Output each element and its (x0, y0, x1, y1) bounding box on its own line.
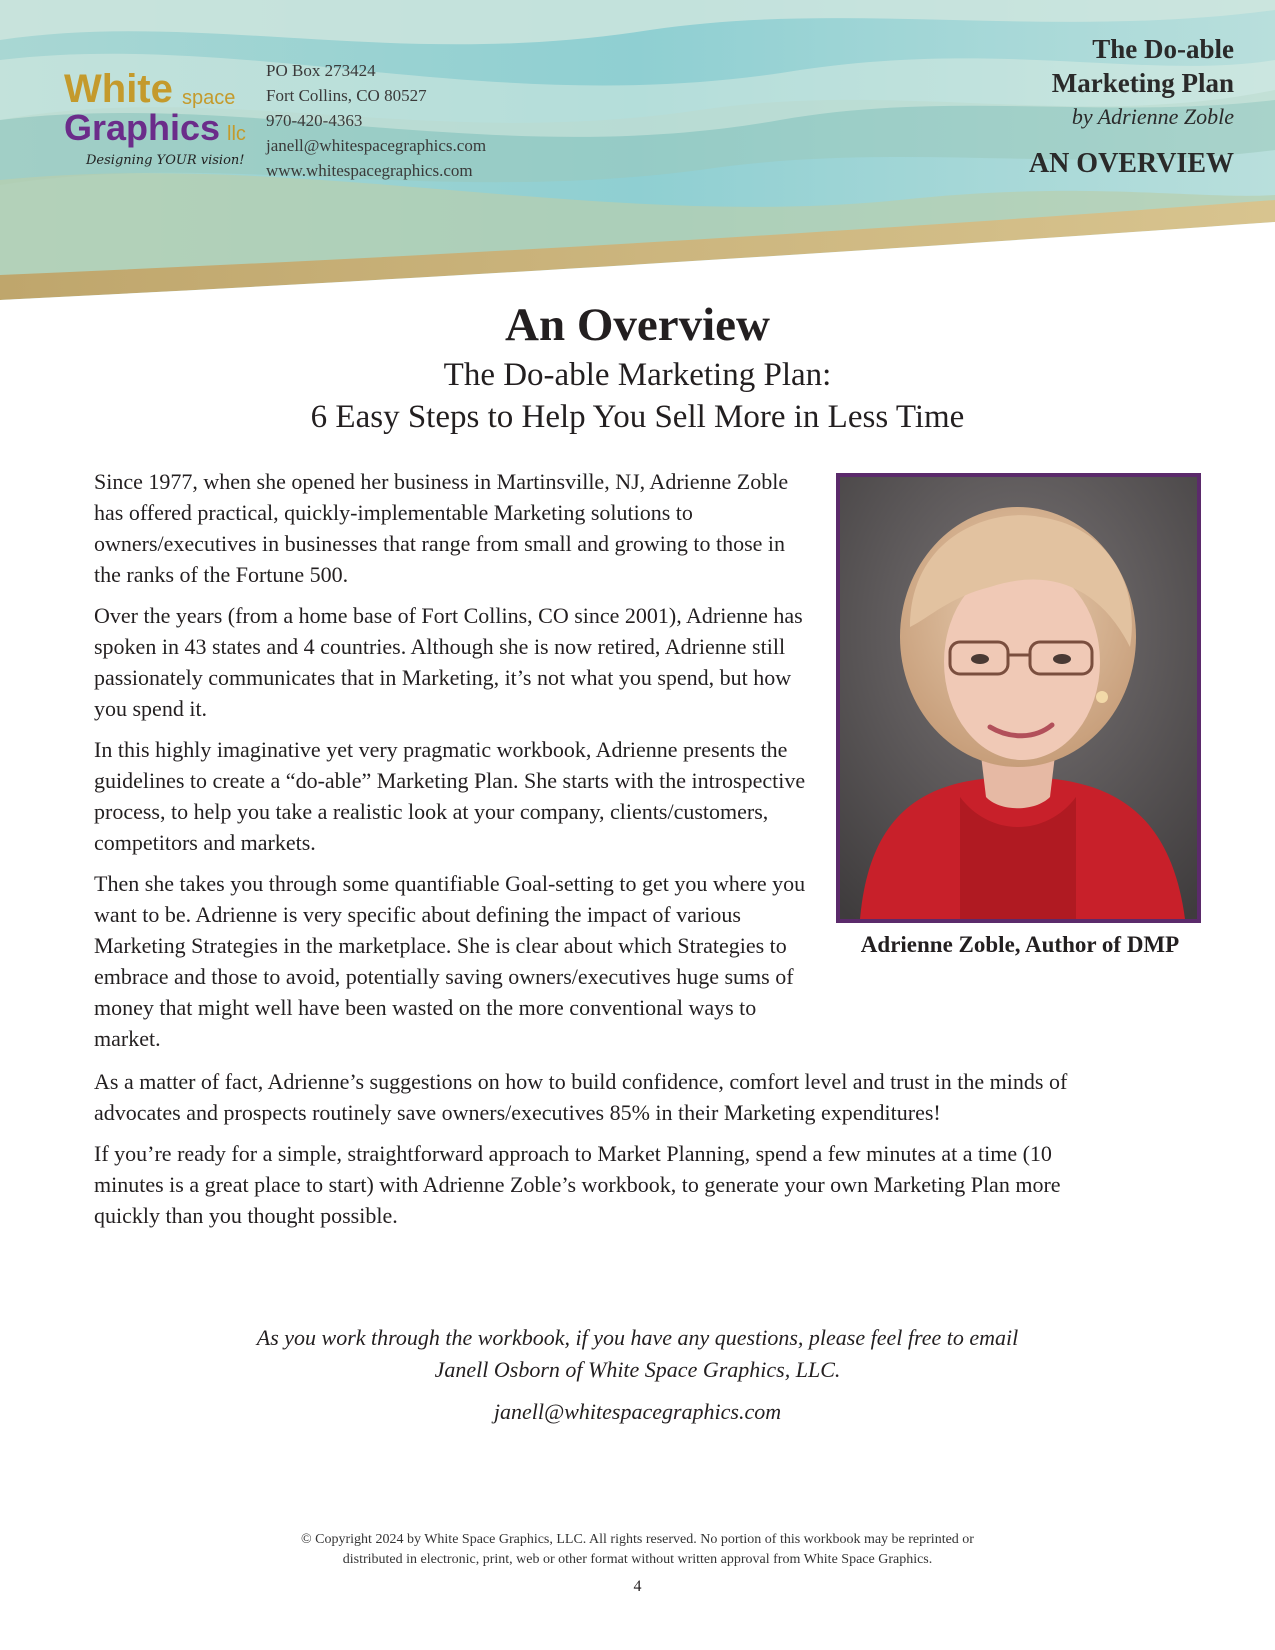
paragraph-savings: As a matter of fact, Adrienne’s suggestions on how to build confidence, comfort level and trust in the minds of advocates and prospects routinely save owners/executives 85% in their Marketing expenditures! (94, 1069, 1068, 1125)
paragraph-workbook: In this highly imaginative yet very pragmatic workbook, Adrienne presents the guidelines to create a “do-able” Marketing Plan. She starts with the introspective process, to help you take a realistic look at your company, clients/customers, competitors and markets. (94, 737, 806, 855)
note-line1: As you work through the workbook, if you have any questions, please feel free to email (256, 1325, 1019, 1350)
address-email[interactable]: janell@whitespacegraphics.com (266, 136, 487, 155)
copyright-line2: distributed in electronic, print, web or other format without written approval from White Space Graphics. (342, 1552, 933, 1567)
address-po-box: PO Box 273424 (266, 61, 376, 80)
photo-caption: Adrienne Zoble, Author of DMP (860, 932, 1180, 957)
paragraph-intro: Since 1977, when she opened her business in Martinsville, NJ, Adrienne Zoble has offered practical, quickly-implementable Marketing solutions to owners/executives in businesses that range from small and growing to those in the ranks of the Fortune 500. (94, 469, 789, 587)
series-title-block (1029, 32, 1234, 184)
copyright-footer (0, 1530, 1275, 1570)
svg-text:space: space (182, 87, 236, 109)
body-text-narrow (94, 466, 814, 1064)
page-title: An Overview (505, 299, 770, 351)
page-subtitle-line1: The Do-able Marketing Plan: (443, 357, 832, 393)
portrait-illustration (840, 477, 1197, 919)
svg-text:Designing YOUR vision!: Designing YOUR vision! (86, 153, 245, 168)
company-logo[interactable] (62, 58, 262, 173)
series-author: by Adrienne Zoble (1071, 104, 1234, 129)
section-label: AN OVERVIEW (1028, 148, 1234, 179)
note-email-link[interactable]: janell@whitespacegraphics.com (493, 1399, 782, 1424)
paragraph-call-to-action: If you’re ready for a simple, straightforward approach to Market Planning, spend a few minutes at a time (10 minutes is a great place to start) with Adrienne Zoble’s workbook, to generate your own Marketing Plan more quickly than you thought possible. (94, 1141, 1061, 1228)
page-title-block (0, 296, 1275, 438)
address-city: Fort Collins, CO 80527 (266, 86, 427, 105)
address-website[interactable]: www.whitespacegraphics.com (266, 161, 473, 180)
header-banner (0, 0, 1275, 300)
address-phone[interactable]: 970-420-4363 (266, 111, 363, 130)
series-title-line2: Marketing Plan (1051, 68, 1234, 98)
contact-address (266, 58, 486, 183)
note-line2: Janell Osborn of White Space Graphics, LLC. (434, 1357, 841, 1382)
svg-text:llc: llc (227, 123, 246, 145)
svg-text:White: White (64, 67, 173, 111)
series-title-line1: The Do-able (1092, 34, 1234, 64)
contact-note (0, 1322, 1275, 1428)
page-number: 4 (633, 1578, 642, 1595)
paragraph-goals: Then she takes you through some quantifiable Goal-setting to get you where you want to be. Adrienne is very specific about defining the impact of various Marketing Strategies in the marketplace. She is clear about which Strategies to embrace and those to avoid, potentially saving owners/executives huge sums of money that might well have been wasted on the more conventional ways to market. (94, 871, 806, 1051)
svg-text:Graphics: Graphics (64, 107, 221, 148)
copyright-line1: © Copyright 2024 by White Space Graphics, LLC. All rights reserved. No portion of this workbook may be reprinted or (301, 1532, 974, 1547)
author-photo (836, 473, 1201, 923)
paragraph-history: Over the years (from a home base of Fort Collins, CO since 2001), Adrienne has spoken in 43 states and 4 countries. Although she is now retired, Adrienne still passionately communicates that in Marketing, it’s not what you spend, but how you spend it. (94, 603, 803, 721)
body-text-wide (94, 1066, 1094, 1241)
page-subtitle-line2: 6 Easy Steps to Help You Sell More in Less Time (310, 399, 965, 435)
